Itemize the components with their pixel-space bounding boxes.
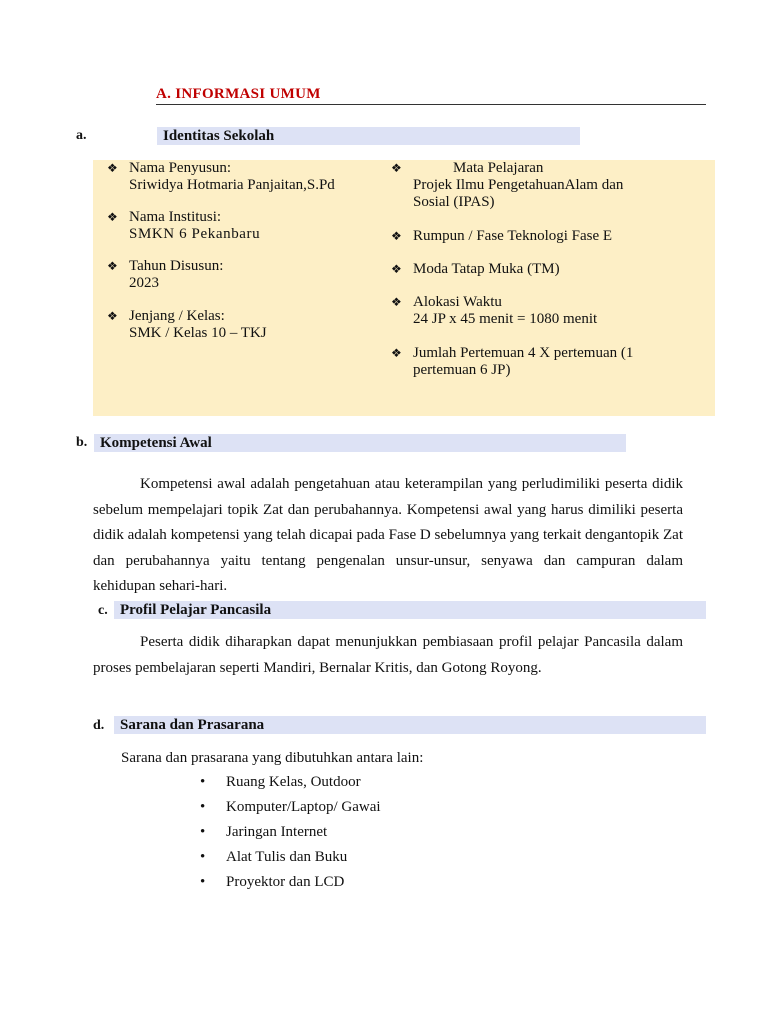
info-value: Sriwidya Hotmaria Panjaitan,S.Pd <box>129 177 335 193</box>
info-label: Alokasi Waktu <box>413 294 502 310</box>
kompetensi-heading: Kompetensi Awal <box>94 434 626 452</box>
list-item-text: Ruang Kelas, Outdoor <box>226 774 361 790</box>
info-value: SMKN 6 Pekanbaru <box>129 226 261 242</box>
diamond-bullet-icon: ❖ <box>391 262 402 276</box>
info-label: Nama Penyusun: <box>129 160 232 176</box>
list-item <box>200 770 381 795</box>
sarana-list <box>200 770 381 895</box>
info-item-pertemuan <box>391 345 633 379</box>
diamond-bullet-icon: ❖ <box>391 229 402 243</box>
info-value: 24 JP x 45 menit = 1080 menit <box>413 311 598 327</box>
diamond-bullet-icon: ❖ <box>107 259 118 273</box>
info-item-moda <box>391 261 560 278</box>
info-value: SMK / Kelas 10 – TKJ <box>129 325 267 341</box>
diamond-bullet-icon: ❖ <box>107 161 118 175</box>
profil-heading: Profil Pelajar Pancasila <box>114 601 706 619</box>
info-label: Nama Institusi: <box>129 209 222 225</box>
diamond-bullet-icon: ❖ <box>107 210 118 224</box>
info-value: Projek Ilmu PengetahuanAlam dan <box>413 177 624 193</box>
info-value: Moda Tatap Muka (TM) <box>413 261 560 277</box>
list-item-text: Alat Tulis dan Buku <box>226 849 348 865</box>
diamond-bullet-icon: ❖ <box>391 346 402 360</box>
list-item <box>200 820 381 845</box>
list-item-text: Proyektor dan LCD <box>226 874 345 890</box>
info-item-tahun <box>107 258 223 292</box>
info-value: Jumlah Pertemuan 4 X pertemuan (1 <box>413 345 634 361</box>
info-item-jenjang <box>107 308 267 342</box>
kompetensi-paragraph <box>93 472 683 600</box>
info-item-mapel <box>391 160 623 211</box>
info-label: Tahun Disusun: <box>129 258 224 274</box>
subsection-marker-c: c. <box>98 603 108 618</box>
diamond-bullet-icon: ❖ <box>391 161 402 175</box>
bullet-dot-icon: • <box>200 874 206 890</box>
list-item <box>200 870 381 895</box>
list-item-text: Komputer/Laptop/ Gawai <box>226 799 381 815</box>
info-value: pertemuan 6 JP) <box>413 362 511 378</box>
info-value: Rumpun / Fase Teknologi Fase E <box>413 228 613 244</box>
info-item-alokasi <box>391 294 597 328</box>
subsection-marker-b: b. <box>76 435 88 450</box>
identitas-info-box <box>93 160 715 416</box>
diamond-bullet-icon: ❖ <box>391 295 402 309</box>
info-item-rumpun <box>391 228 612 245</box>
subsection-marker-d: d. <box>93 718 105 733</box>
info-label: Jenjang / Kelas: <box>129 308 225 324</box>
identitas-heading: Identitas Sekolah <box>157 127 580 145</box>
info-value: 2023 <box>129 275 159 291</box>
section-divider <box>156 104 706 105</box>
info-value: Sosial (IPAS) <box>413 194 495 210</box>
list-item <box>200 845 381 870</box>
info-item-penyusun <box>107 160 335 194</box>
list-item <box>200 795 381 820</box>
diamond-bullet-icon: ❖ <box>107 309 118 323</box>
subsection-marker-a: a. <box>76 128 87 143</box>
sarana-intro: Sarana dan prasarana yang dibutuhkan antara lain: <box>121 750 424 766</box>
bullet-dot-icon: • <box>200 849 206 865</box>
sarana-heading: Sarana dan Prasarana <box>114 716 706 734</box>
bullet-dot-icon: • <box>200 774 206 790</box>
profil-text: Peserta didik diharapkan dapat menunjukkan pembiasaan profil pelajar Pancasila dalam proses pembelajaran seperti Mandiri, Bernalar Kritis, dan Gotong Royong. <box>93 634 683 676</box>
bullet-dot-icon: • <box>200 799 206 815</box>
list-item-text: Jaringan Internet <box>226 824 328 840</box>
bullet-dot-icon: • <box>200 824 206 840</box>
info-item-institusi <box>107 209 260 243</box>
profil-paragraph <box>93 630 683 681</box>
section-title: A. INFORMASI UMUM <box>156 86 321 102</box>
kompetensi-text: Kompetensi awal adalah pengetahuan atau keterampilan yang perludimiliki peserta didik sebelum mempelajari topik Zat dan perubahannya. Kompetensi awal yang harus dimiliki peserta didik adalah kompetensi yang telah dicapai pada Fase D sebelumnya yang terkait dengantopik Zat dan perubahannya yaitu tentang pengenalan unsur-unsur, senyawa dan campuran dalam kehidupan sehari-hari. <box>93 476 683 594</box>
info-label: Mata Pelajaran <box>453 160 544 176</box>
